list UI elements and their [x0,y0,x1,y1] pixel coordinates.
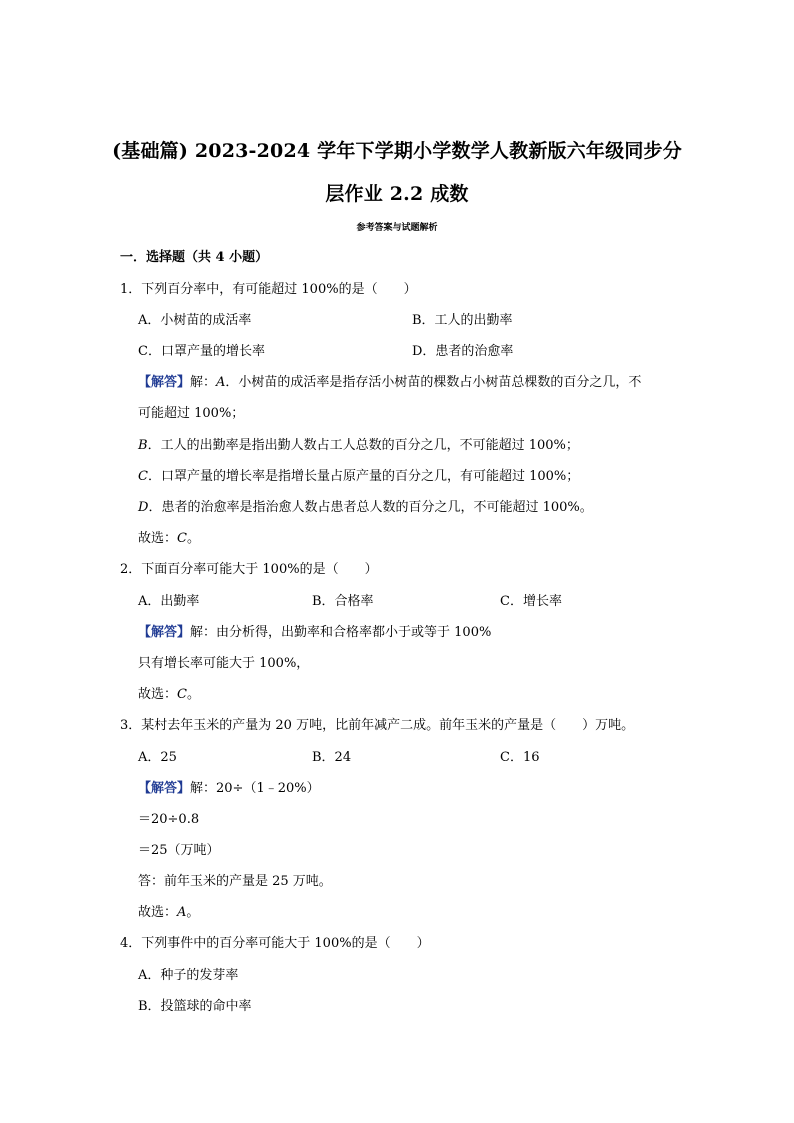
q1-sol-c-text: ．口罩产量的增长率是指增长量占原产量的百分之几，有可能超过 100%； [147,469,580,484]
q3-choice-prefix: 故选： [138,905,178,920]
q3-choice [138,905,199,921]
q3-solution-line1 [138,781,320,797]
q1-option-a: A．小树苗的成活率 [138,313,252,328]
q3-stem: 3．某村去年玉米的产量为 20 万吨，比前年减产二成。前年玉米的产量是（ ）万吨。 [120,718,635,733]
q4-option-b: B．投篮球的命中率 [138,999,252,1014]
answer-tag: 【解答】 [138,625,191,640]
q3-option-c: C．16 [500,750,540,765]
q2-solution-line2: 只有增长率可能大于 100%， [138,656,310,671]
q1-solution-line4 [138,469,579,485]
q1-option-c: C．口罩产量的增长率 [138,344,265,359]
q2-choice [138,687,200,703]
q3-solution-line4: 答：前年玉米的产量是 25 万吨。 [138,874,332,889]
q1-sol-a-text: ．小树苗的成活率是指存活小树苗的棵数占小树苗总棵数的百分之几，不 [225,375,642,390]
q2-choice-end: 。 [186,687,200,702]
q1-sol-letter-d: D [138,500,149,515]
q3-solution-line3: ＝25（万吨） [138,843,220,858]
q2-sol1-text: 解：由分析得，出勤率和合格率都小于或等于 100% [190,625,492,640]
q1-sol-letter-b: B [138,438,148,453]
q2-choice-prefix: 故选： [138,687,178,702]
q3-solution-line2: ＝20÷0.8 [138,812,200,827]
q1-solution-line2: 可能超过 100%； [138,406,245,421]
q4-stem: 4．下列事件中的百分率可能大于 100%的是（ ） [120,936,430,951]
q2-solution-line1 [138,625,491,641]
answer-tag: 【解答】 [138,781,191,796]
q1-sol-b-text: ．工人的出勤率是指出勤人数占工人总数的百分之几，不可能超过 100%； [147,438,579,453]
q3-choice-letter: A [177,905,187,920]
q1-sol-prefix: 解： [190,375,217,390]
q1-stem: 1．下列百分率中，有可能超过 100%的是（ ） [120,282,417,297]
q3-option-a: A．25 [138,750,177,765]
q3-choice-end: 。 [186,905,200,920]
section-heading: 一．选择题（共 4 小题） [120,250,269,265]
q1-sol-d-text: ．患者的治愈率是指治愈人数占患者总人数的百分之几，不可能超过 100%。 [148,500,593,515]
q1-choice-letter: C [177,531,187,546]
q1-sol-letter-a: A [216,375,226,390]
q1-solution-line1 [138,375,641,391]
q3-option-b: B．24 [312,750,352,765]
q1-choice-end: 。 [186,531,200,546]
q2-option-b: B．合格率 [312,594,374,609]
q4-option-a: A．种子的发芽率 [138,968,239,983]
q1-sol-letter-c: C [138,469,148,484]
q1-solution-line5 [138,500,593,516]
q1-choice [138,531,200,547]
document-title-line2: 层作业 2.2 成数 [325,183,469,205]
document-subtitle: 参考答案与试题解析 [356,223,438,233]
q1-choice-prefix: 故选： [138,531,178,546]
document-title-line1: (基础篇) 2023-2024 学年下学期小学数学人教新版六年级同步分 [112,140,682,162]
q1-solution-line3 [138,438,579,454]
q1-option-b: B．工人的出勤率 [412,313,513,328]
q1-option-d: D．患者的治愈率 [412,344,514,359]
answer-tag: 【解答】 [138,375,191,390]
q2-choice-letter: C [177,687,187,702]
q2-stem: 2．下面百分率可能大于 100%的是（ ） [120,562,378,577]
q2-option-c: C．增长率 [500,594,562,609]
q3-sol1-text: 解：20÷（1﹣20%） [190,781,320,796]
q2-option-a: A．出勤率 [138,594,200,609]
